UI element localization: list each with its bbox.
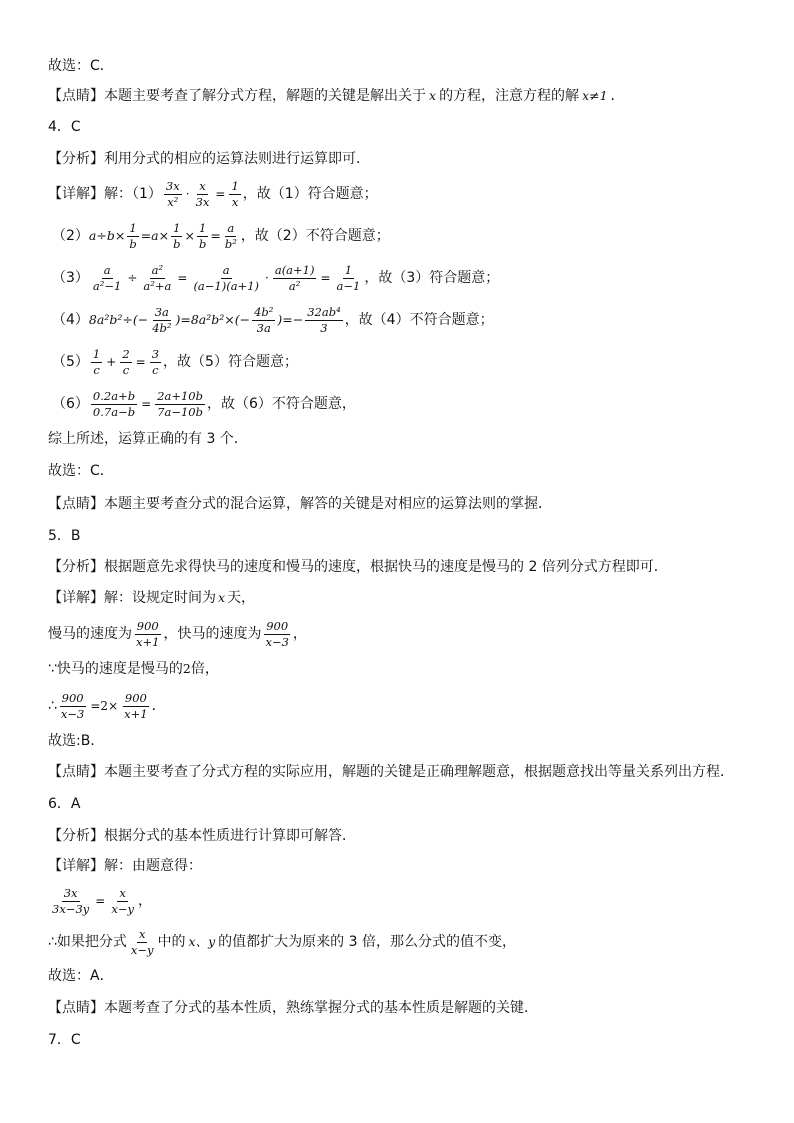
detail-line xyxy=(52,262,499,294)
answer-text: 故选：C． xyxy=(48,58,114,74)
detail-text: ， xyxy=(292,626,307,642)
detail-line xyxy=(48,688,166,724)
detail-text: 慢马的速度为 xyxy=(48,626,132,642)
question-label: 4．C xyxy=(48,119,81,135)
math-number: 2 xyxy=(182,661,191,676)
fraction: $\frac{3x}{\text{x²}}$ xyxy=(165,178,180,209)
fraction: $\frac{900}{x-3}$ xyxy=(265,618,289,649)
detail-line xyxy=(52,220,390,252)
detail-text: ∵快马的速度是慢马的 xyxy=(48,661,183,677)
analysis-text: 【分析】根据题意先求得快马的速度和慢马的速度，根据快马的速度是慢马的 2 倍列分式方程即可． xyxy=(48,559,668,575)
detail-text: ． xyxy=(151,698,166,714)
math-expression: 8a²b²÷(− $\frac{3a}{\text{4b²}}$ )=8a²b²×(− $\frac{\text{4b²}}{3a}$ )=− $\frac{\text{32ab⁴}}{3}$ xyxy=(88,304,341,335)
detail-line xyxy=(52,304,494,336)
detail-line xyxy=(48,178,378,210)
question-label: 7．C xyxy=(48,1032,81,1048)
detail-text: 【详解】解：设规定时间为 xyxy=(48,590,216,606)
answer-text: 故选：C． xyxy=(48,463,114,479)
comment-text: ． xyxy=(610,88,625,104)
math-expression: $\frac{3x}{\text{x²}}$ · $\frac{x}{3x}$ = $\frac{1}{x}$ xyxy=(165,178,239,209)
detail-text: ，故（2）不符合题意； xyxy=(240,228,390,244)
question-number xyxy=(48,1030,81,1050)
detail-text: ，故（1）符合题意； xyxy=(242,186,378,202)
analysis-text: 【分析】利用分式的相应的运算法则进行运算即可． xyxy=(48,151,370,167)
detail-text: ，快马的速度为 xyxy=(163,626,262,642)
detail-text: 的值都扩大为原来的 3 倍，那么分式的值不变， xyxy=(218,934,516,950)
detail-line xyxy=(48,659,219,679)
analysis-text: 【分析】根据分式的基本性质进行计算即可解答． xyxy=(48,828,356,844)
analysis-line xyxy=(48,557,668,577)
math-expression: $\frac{1}{c}$ + $\frac{2}{c}$ = $\frac{3}{c}$ xyxy=(92,346,160,377)
math-expression: $\frac{a}{\text{a²−1}}$ ÷ $\frac{\text{a²}}{\text{a²+a}}$ = $\frac{a}{(a-1)(a+1)}$ · $\frac{a(a+1)}{\text{a²}}$ = $\frac{1}{a-1}$ xyxy=(92,262,361,293)
comment-text: 【点睛】本题主要考查分式的混合运算，解答的关键是对相应的运算法则的掌握． xyxy=(48,496,552,512)
detail-text: （6） xyxy=(52,396,89,412)
comment-text: 【点睛】本题主要考查了分式方程的实际应用，解题的关键是正确理解题意，根据题意找出等量关系列出方程． xyxy=(48,764,734,780)
question-number xyxy=(48,117,81,137)
summary-text: 综上所述，运算正确的有 3 个． xyxy=(48,431,248,447)
detail-text: ，故（4）不符合题意； xyxy=(344,312,494,328)
detail-text: （5） xyxy=(52,354,89,370)
question-label: 5．B xyxy=(48,528,81,544)
comment-line xyxy=(48,998,538,1018)
detail-text: 【详解】解：（1） xyxy=(48,186,162,202)
fraction: $\frac{x}{x-y}$ xyxy=(130,926,154,957)
fraction: $\frac{1}{x}$ xyxy=(231,178,239,209)
comment-text: 【点睛】本题主要考查了解分式方程，解题的关键是解出关于 xyxy=(48,88,426,104)
detail-text: （4） xyxy=(52,312,89,328)
detail-text: ∴ xyxy=(48,698,57,714)
math-expression: $\frac{900}{x-3}$ =2× $\frac{900}{x+1}$ xyxy=(60,690,148,721)
detail-text: 中的 xyxy=(157,934,186,950)
math-var: x xyxy=(218,590,226,605)
detail-text: ，故（5）符合题意； xyxy=(163,354,298,370)
detail-text: 【详解】解：由题意得： xyxy=(48,858,202,874)
detail-text: ，故（3）符合题意； xyxy=(364,270,500,286)
answer-text: 故选:B． xyxy=(48,733,105,749)
answer-line xyxy=(48,56,114,76)
detail-text: （2） xyxy=(52,228,89,244)
detail-text: 倍， xyxy=(190,661,219,677)
detail-line xyxy=(52,388,356,420)
summary-line xyxy=(48,429,248,449)
detail-text: ， xyxy=(137,893,152,909)
comment-line xyxy=(48,86,625,106)
detail-line xyxy=(48,883,152,919)
math-var: x xyxy=(429,88,437,103)
detail-text: ∴如果把分式 xyxy=(48,934,127,950)
detail-text: （3） xyxy=(52,270,89,286)
analysis-line xyxy=(48,149,370,169)
fraction: $\frac{900}{x+1}$ xyxy=(136,618,160,649)
math-expression: $\frac{3x}{3x-3y}$ = $\frac{x}{x-y}$ xyxy=(52,885,134,916)
answer-line xyxy=(48,966,114,986)
comment-line xyxy=(48,494,552,514)
answer-line xyxy=(48,461,114,481)
detail-line xyxy=(48,616,307,652)
question-label: 6．A xyxy=(48,796,81,812)
answer-text: 故选：A． xyxy=(48,968,114,984)
detail-line xyxy=(48,925,516,959)
comment-text: 【点睛】本题考查了分式的基本性质，熟练掌握分式的基本性质是解题的关键． xyxy=(48,1000,538,1016)
answer-line xyxy=(48,731,104,751)
question-number xyxy=(48,794,80,814)
math-expression: x≠1 xyxy=(582,88,608,103)
comment-line xyxy=(48,762,734,782)
analysis-line xyxy=(48,826,356,846)
math-expression: x、y xyxy=(188,934,216,949)
math-expression: $\frac{0.2a+b}{0.7a-b}$ = $\frac{2a+10b}{7a-10b}$ xyxy=(92,388,203,419)
detail-line xyxy=(48,856,202,876)
detail-text: ，故（6）不符合题意， xyxy=(206,396,356,412)
fraction: $\frac{x}{3x}$ xyxy=(195,178,210,209)
question-number xyxy=(48,526,81,546)
detail-text: 天， xyxy=(227,590,256,606)
detail-line xyxy=(48,588,255,608)
comment-text: 的方程，注意方程的解 xyxy=(439,88,580,104)
math-expression: a÷b× $\frac{1}{b}$ =a× $\frac{1}{b}$ × $\frac{1}{b}$ = $\frac{a}{\text{b²}}$ xyxy=(88,220,237,251)
detail-line xyxy=(52,346,298,378)
